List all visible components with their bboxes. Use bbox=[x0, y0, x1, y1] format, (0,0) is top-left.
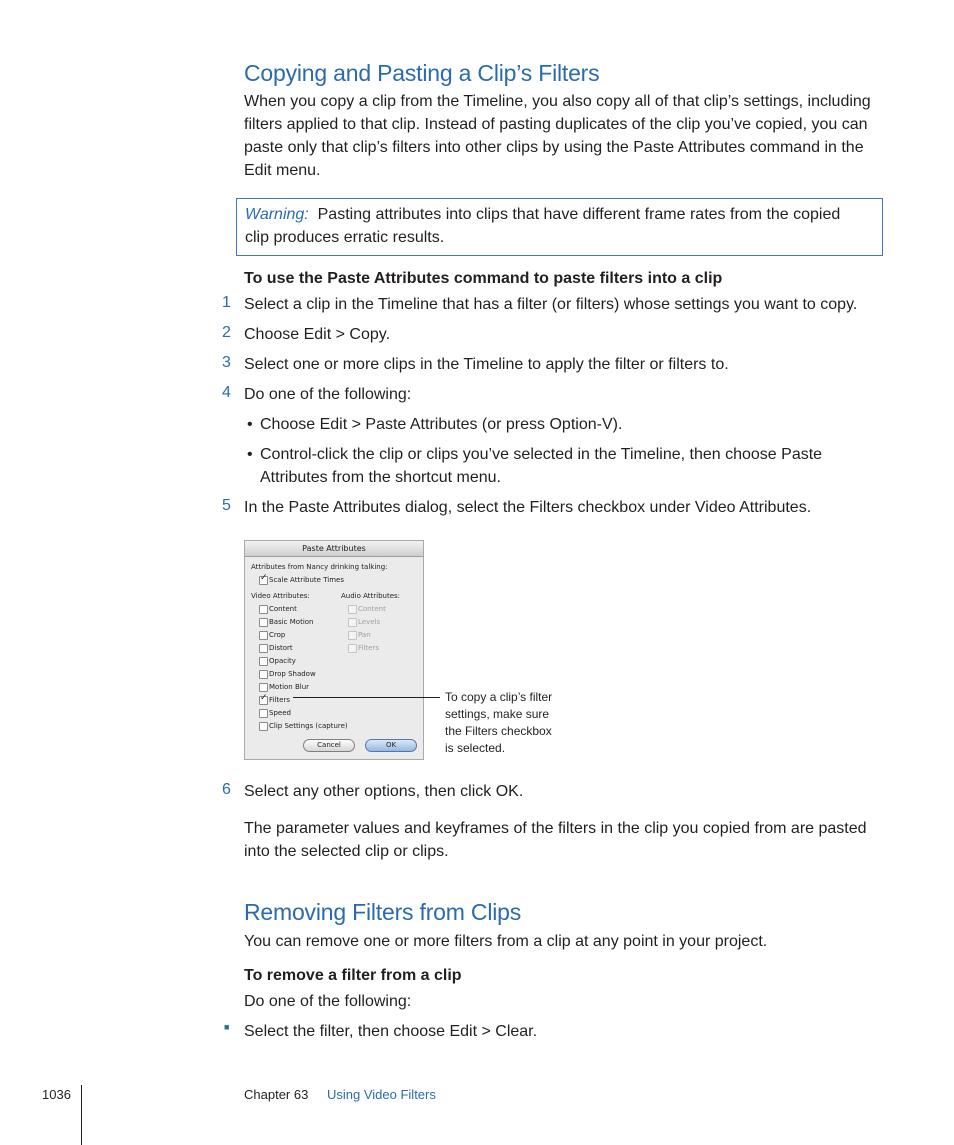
warning-line bbox=[245, 203, 875, 226]
step-number: 3 bbox=[222, 354, 231, 371]
audio-filters-label: Filters bbox=[358, 644, 379, 652]
ok-button[interactable]: OK bbox=[365, 739, 417, 752]
video-opacity-checkbox[interactable] bbox=[259, 657, 268, 666]
result-line: The parameter values and keyframes of the filters in the clip you copied from are pasted bbox=[244, 820, 867, 837]
dialog-title: Paste Attributes bbox=[245, 541, 423, 557]
video-filters-checkbox[interactable] bbox=[259, 693, 268, 705]
callout-text bbox=[445, 689, 552, 757]
video-crop-label: Crop bbox=[269, 631, 286, 639]
task-heading-paste: To use the Paste Attributes command to paste filters into a clip bbox=[244, 270, 723, 287]
task-heading-remove: To remove a filter from a clip bbox=[244, 967, 462, 984]
video-clip-settings-checkbox[interactable] bbox=[259, 722, 268, 731]
step-number: 6 bbox=[222, 781, 231, 798]
audio-pan-label: Pan bbox=[358, 631, 371, 639]
intro-line: filters applied to that clip. Instead of pasting duplicates of the clip you’ve copied, you can bbox=[244, 116, 868, 133]
callout-line: To copy a clip’s filter bbox=[445, 690, 553, 704]
video-distort-label: Distort bbox=[269, 644, 293, 652]
square-bullet-icon: ■ bbox=[224, 1022, 230, 1032]
checkmark-icon: ✓ bbox=[260, 573, 268, 583]
step-text: Select any other options, then click OK. bbox=[244, 783, 524, 800]
video-basic-motion-checkbox[interactable] bbox=[259, 618, 268, 627]
video-basic-motion-label: Basic Motion bbox=[269, 618, 314, 626]
audio-filters-checkbox bbox=[348, 644, 357, 653]
section-heading-removing: Removing Filters from Clips bbox=[244, 899, 522, 925]
video-drop-shadow-label: Drop Shadow bbox=[269, 670, 316, 678]
video-attributes-header: Video Attributes: bbox=[251, 592, 310, 600]
video-clip-settings-label: Clip Settings (capture) bbox=[269, 722, 348, 730]
bullet-dot: • bbox=[247, 416, 253, 433]
audio-content-label: Content bbox=[358, 605, 386, 613]
video-crop-checkbox[interactable] bbox=[259, 631, 268, 640]
intro-line: When you copy a clip from the Timeline, you also copy all of that clip’s settings, including bbox=[244, 93, 871, 110]
video-drop-shadow-checkbox[interactable] bbox=[259, 670, 268, 679]
warning-line2: clip produces erratic results. bbox=[245, 229, 445, 246]
scale-times-label: Scale Attribute Times bbox=[269, 576, 344, 584]
footer-divider bbox=[81, 1085, 82, 1145]
intro-paragraph bbox=[244, 90, 871, 182]
remove-bullet-text: Select the filter, then choose Edit > Clear. bbox=[244, 1023, 538, 1040]
result-paragraph bbox=[244, 817, 867, 863]
paste-attributes-dialog bbox=[244, 540, 424, 760]
result-line: into the selected clip or clips. bbox=[244, 843, 449, 860]
dialog-source-label: Attributes from Nancy drinking talking: bbox=[251, 563, 388, 571]
video-distort-checkbox[interactable] bbox=[259, 644, 268, 653]
callout-line: settings, make sure bbox=[445, 707, 550, 721]
footer-chapter: Chapter 63 bbox=[244, 1087, 309, 1102]
intro-line: paste only that clip’s filters into other clips by using the Paste Attributes command in the bbox=[244, 139, 864, 156]
audio-levels-label: Levels bbox=[358, 618, 381, 626]
bullet-dot: • bbox=[247, 446, 253, 463]
removing-paragraph: You can remove one or more filters from a clip at any point in your project. bbox=[244, 933, 768, 950]
bullet-text bbox=[260, 443, 822, 489]
video-filters-label: Filters bbox=[269, 696, 290, 704]
video-motion-blur-checkbox[interactable] bbox=[259, 683, 268, 692]
callout-line: the Filters checkbox bbox=[445, 724, 552, 738]
bullet-line: Control-click the clip or clips you’ve selected in the Timeline, then choose Paste bbox=[260, 446, 823, 463]
step-number: 5 bbox=[222, 497, 231, 514]
step-text: Select one or more clips in the Timeline to apply the filter or filters to. bbox=[244, 356, 729, 373]
footer-chapter-title: Using Video Filters bbox=[327, 1087, 436, 1102]
callout-leader-line bbox=[293, 697, 440, 698]
audio-pan-checkbox bbox=[348, 631, 357, 640]
page-number: 1036 bbox=[42, 1087, 71, 1102]
video-opacity-label: Opacity bbox=[269, 657, 296, 665]
bullet-line: Attributes from the shortcut menu. bbox=[260, 469, 501, 486]
video-content-label: Content bbox=[269, 605, 297, 613]
warning-line1: Pasting attributes into clips that have different frame rates from the copied bbox=[317, 206, 841, 223]
intro-line: Edit menu. bbox=[244, 162, 321, 179]
step-text: Select a clip in the Timeline that has a filter (or filters) whose settings you want to copy. bbox=[244, 296, 858, 313]
video-motion-blur-label: Motion Blur bbox=[269, 683, 310, 691]
audio-levels-checkbox bbox=[348, 618, 357, 627]
step-number: 4 bbox=[222, 384, 231, 401]
remove-intro: Do one of the following: bbox=[244, 993, 412, 1010]
step-number: 1 bbox=[222, 294, 231, 311]
step-text: In the Paste Attributes dialog, select the Filters checkbox under Video Attributes. bbox=[244, 499, 812, 516]
cancel-button[interactable]: Cancel bbox=[303, 739, 355, 752]
bullet-text: Choose Edit > Paste Attributes (or press Option-V). bbox=[260, 416, 623, 433]
warning-label: Warning: bbox=[245, 206, 309, 223]
checkmark-icon: ✓ bbox=[260, 693, 268, 703]
video-content-checkbox[interactable] bbox=[259, 605, 268, 614]
audio-attributes-header: Audio Attributes: bbox=[341, 592, 401, 600]
callout-line: is selected. bbox=[445, 741, 506, 755]
audio-content-checkbox bbox=[348, 605, 357, 614]
step-text: Do one of the following: bbox=[244, 386, 412, 403]
scale-times-checkbox[interactable] bbox=[259, 573, 268, 585]
video-speed-label: Speed bbox=[269, 709, 291, 717]
step-text: Choose Edit > Copy. bbox=[244, 326, 391, 343]
warning-text bbox=[245, 203, 875, 249]
warning-box bbox=[236, 198, 883, 256]
section-heading-copying: Copying and Pasting a Clip’s Filters bbox=[244, 60, 600, 86]
video-speed-checkbox[interactable] bbox=[259, 709, 268, 718]
step-number: 2 bbox=[222, 324, 231, 341]
